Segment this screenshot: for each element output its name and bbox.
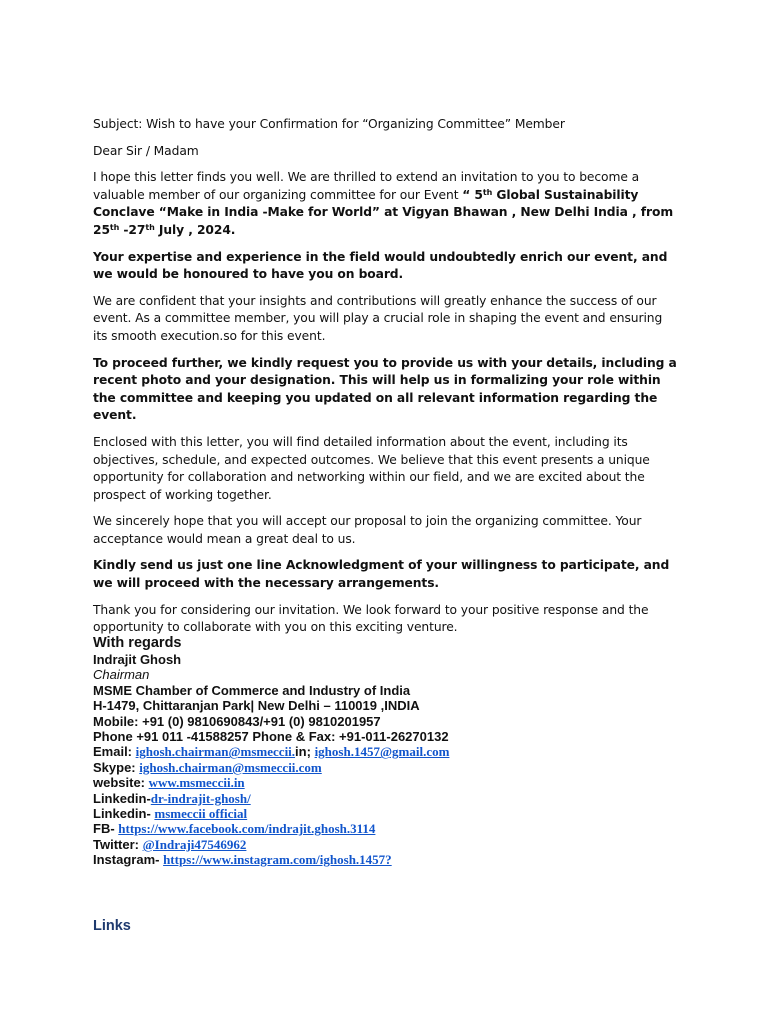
signature-address: H-1479, Chittaranjan Park| New Delhi – 110019 ,INDIA: [93, 698, 420, 714]
letter-paragraph-7: Kindly send us just one line Acknowledgment of your willingness to participate, and we will proceed with the necessary arrangements.: [93, 558, 670, 591]
signature-email-row: [93, 744, 693, 759]
email-link-2[interactable]: ighosh.1457@gmail.com: [314, 744, 450, 760]
skype-label: Skype:: [93, 759, 140, 775]
fb-link[interactable]: https://www.facebook.com/indrajit.ghosh.3114: [118, 821, 376, 837]
email-separator: ;: [306, 744, 315, 760]
signature-block: [93, 635, 693, 868]
website-label: website:: [93, 775, 149, 791]
paragraph-1-text: I hope this letter finds you well. We are thrilled to extend an invitation to you to become a valuable member of our organizing committee for our Event: [93, 170, 640, 202]
website-link[interactable]: www.msmeccii.in: [148, 775, 245, 791]
links-heading: Links: [93, 918, 131, 934]
signature-mobile: Mobile: +91 (0) 9810690843/+91 (0) 9810201957: [93, 713, 381, 729]
event-title: Global Sustainability Conclave “Make in India -Make for World” at Vigyan Bhawan , New Delhi India , from 25: [93, 187, 674, 237]
instagram-link[interactable]: https://www.instagram.com/ighosh.1457?: [163, 852, 392, 868]
date-sup-1: th: [109, 222, 120, 232]
instagram-label: Instagram-: [93, 852, 164, 868]
letter-paragraph-2: Your expertise and experience in the field would undoubtedly enrich our event, and we would be honoured to have you on board.: [93, 249, 668, 282]
signature-title: Chairman: [93, 667, 150, 683]
letter-paragraph-4: To proceed further, we kindly request you to provide us with your details, including a recent photo and your designation. This will help us in formalizing your role within the committee and keeping you updated on all relevant information regarding the event.: [93, 355, 677, 423]
event-ordinal-sup: th: [482, 187, 493, 197]
letter-paragraph-3: We are confident that your insights and contributions will greatly enhance the success of our event. As a committee member, you will play a crucial role in shaping the event and ensuring its smooth execution.so for this event.: [93, 293, 663, 343]
date-sup-2: th: [145, 222, 155, 232]
twitter-label: Twitter:: [93, 836, 143, 852]
email-link-1[interactable]: ighosh.chairman@msmeccii.: [135, 744, 296, 760]
letter-paragraph-8: Thank you for considering our invitation. We look forward to your positive response and the opportunity to collaborate with you on this exciting venture.: [93, 602, 649, 635]
date-mid: -27: [119, 222, 146, 237]
letter-paragraph-5: Enclosed with this letter, you will find detailed information about the event, including its objectives, schedule, and expected outcomes. We believe that this event presents a unique opportunity for collaboration and networking within our field, and we are excited about the prospect of working together.: [93, 434, 650, 502]
signature-instagram-row: [93, 852, 693, 867]
twitter-link[interactable]: @Indraji47546962: [142, 836, 247, 852]
signature-org: MSME Chamber of Commerce and Industry of India: [93, 682, 411, 698]
letter-paragraph-1: [93, 169, 678, 239]
date-end: July , 2024.: [154, 222, 236, 237]
email-label: Email:: [93, 744, 136, 760]
fb-label: FB-: [93, 821, 119, 837]
linkedin-link-1[interactable]: dr-indrajit-ghosh/: [150, 790, 251, 806]
letter-salutation: Dear Sir / Madam: [93, 143, 199, 158]
signature-regards: With regards: [93, 635, 182, 651]
linkedin-label-2: Linkedin-: [93, 806, 155, 822]
linkedin-link-2[interactable]: msmeccii official: [154, 806, 248, 822]
letter-subject: Subject: Wish to have your Confirmation for “Organizing Committee” Member: [93, 117, 565, 131]
signature-skype-row: [93, 760, 693, 775]
signature-name: Indrajit Ghosh: [93, 652, 182, 667]
linkedin-label-1: Linkedin-: [93, 790, 151, 806]
letter-paragraph-6: We sincerely hope that you will accept our proposal to join the organizing committee. Your acceptance would mean a great deal to us.: [93, 514, 642, 546]
event-prefix: “ 5: [462, 187, 483, 202]
signature-linkedin-row-1: [93, 791, 693, 806]
signature-phone: Phone +91 011 -41588257 Phone & Fax: +91-011-26270132: [93, 729, 449, 745]
signature-fb-row: [93, 821, 693, 836]
signature-linkedin-row-2: [93, 806, 693, 821]
letter-body: [93, 116, 678, 646]
signature-website-row: [93, 775, 693, 790]
email-tail: in: [295, 744, 307, 760]
skype-link[interactable]: ighosh.chairman@msmeccii.com: [139, 759, 322, 775]
signature-twitter-row: [93, 837, 693, 852]
